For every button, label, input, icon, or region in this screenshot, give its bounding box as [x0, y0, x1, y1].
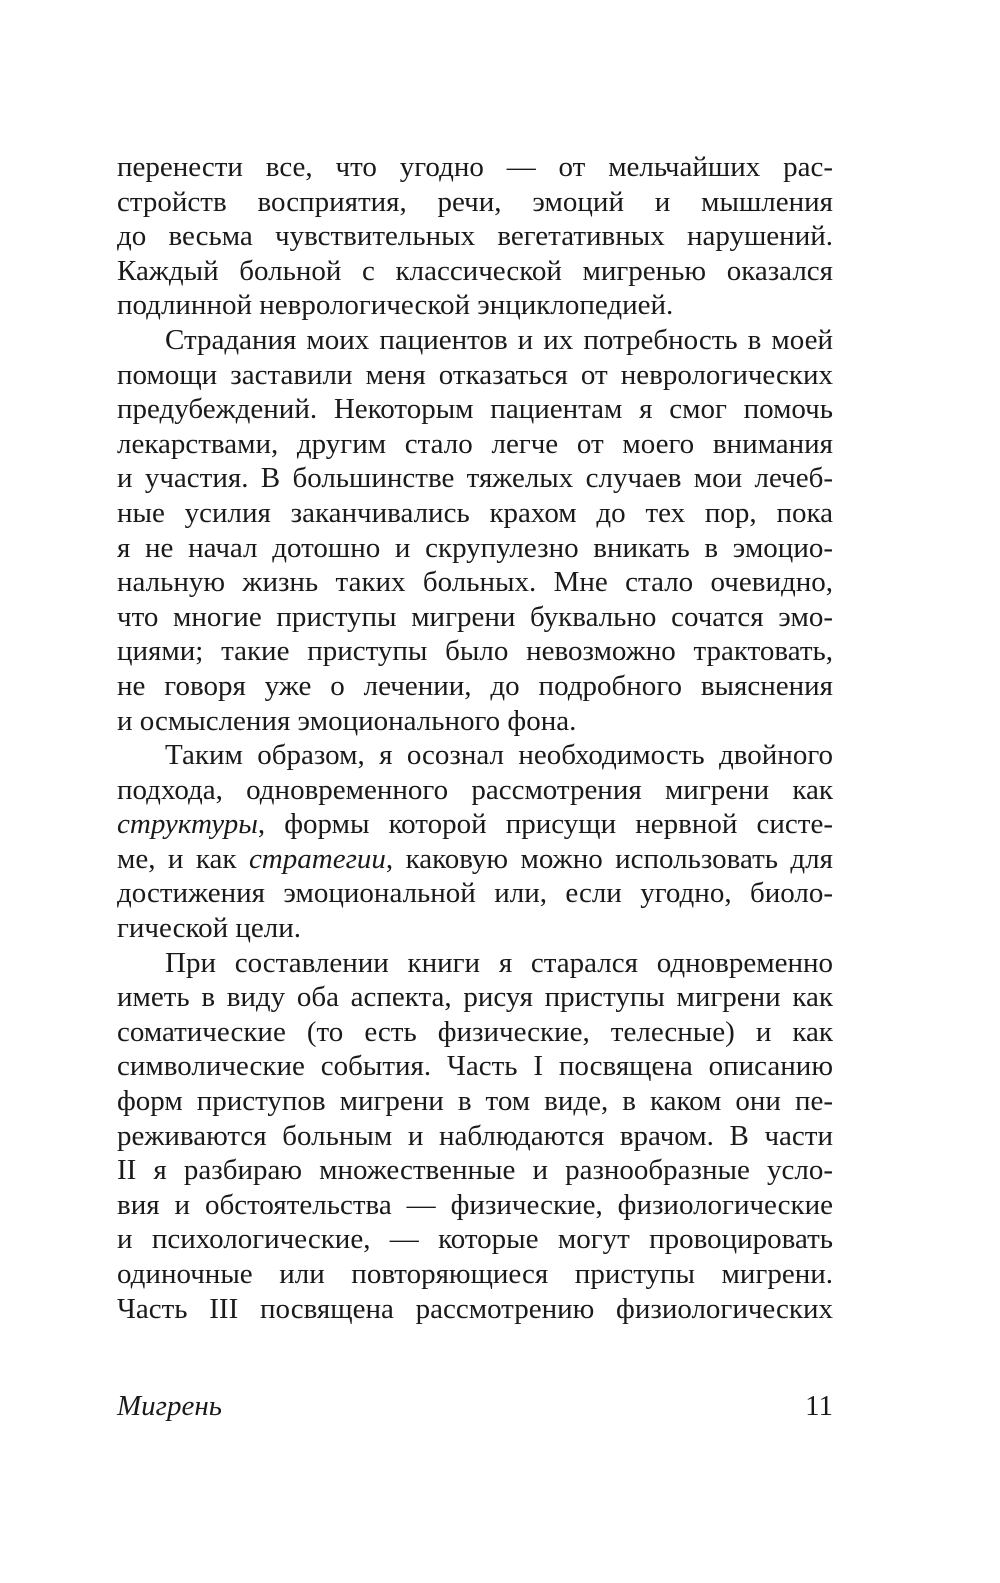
paragraph-first-line: При составлении книги я старался одновременно: [165, 946, 833, 979]
text-line: достижения эмоциональной или, если угодно, биоло-: [117, 877, 833, 910]
text-line: что многие приступы мигрени буквально сочатся эмо-: [117, 600, 833, 633]
paragraph-first-line: Страдания моих пациентов и их потребность в моей: [165, 323, 833, 356]
text-line: форм приступов мигрени в том виде, в каком они пе-: [117, 1085, 833, 1118]
text-line: реживаются больным и наблюдаются врачом. В части: [117, 1119, 833, 1152]
page-number: 11: [805, 1390, 833, 1422]
text-line: помощи заставили меня отказаться от неврологических: [117, 358, 833, 391]
line-text-before: ме, и как: [117, 842, 249, 875]
text-line: и психологические, — которые могут провоцировать: [117, 1223, 833, 1256]
text-line: не говоря уже о лечении, до подробного выяснения: [117, 669, 833, 702]
text-line: предубеждений. Некоторым пациентам я смог помочь: [117, 393, 833, 426]
text-line: подхода, одновременного рассмотрения мигрени как: [117, 773, 833, 806]
text-line: перенести все, что угодно — от мельчайших рас-: [117, 151, 833, 183]
text-line: циями; такие приступы было невозможно трактовать,: [117, 635, 833, 668]
text-line: и осмысления эмоционального фона.: [117, 704, 577, 737]
text-line: лекарствами, другим стало легче от моего внимания: [117, 427, 833, 460]
text-line-with-italic: [117, 842, 833, 877]
text-line: иметь в виду оба аспекта, рисуя приступы мигрени как: [117, 981, 833, 1014]
text-line: нальную жизнь таких больных. Мне стало очевидно,: [117, 566, 833, 599]
italic-term: структуры: [117, 808, 258, 841]
italic-term: стратегии: [248, 842, 386, 875]
text-line: подлинной неврологической энциклопедией.: [117, 289, 674, 322]
body-text: [117, 150, 833, 1326]
text-line: символические события. Часть I посвящена описанию: [117, 1050, 833, 1083]
text-line: стройств восприятия, речи, эмоций и мышления: [117, 185, 833, 218]
running-footer-title: Мигрень: [117, 1390, 222, 1422]
text-line: ные усилия заканчивались крахом до тех пор, пока: [117, 496, 833, 529]
text-line: одиночные или повторяющиеся приступы мигрени.: [117, 1258, 833, 1290]
text-line: и участия. В большинстве тяжелых случаев мои лечеб-: [117, 462, 833, 495]
line-text-after: , каковую можно использовать для: [385, 842, 833, 875]
text-line: я не начал дотошно и скрупулезно вникать в эмоцио-: [117, 531, 833, 564]
text-line: Каждый больной с классической мигренью оказался: [117, 254, 833, 287]
paragraph-first-line: Таким образом, я осознал необходимость двойного: [165, 739, 833, 772]
text-line-with-italic: [117, 807, 833, 842]
text-line: до весьма чувствительных вегетативных нарушений.: [117, 220, 833, 253]
line-text-after: , формы которой присущи нервной систе-: [257, 808, 833, 841]
text-line: соматические (то есть физические, телесные) и как: [117, 1015, 833, 1048]
text-line: вия и обстоятельства — физические, физиологические: [117, 1188, 833, 1221]
text-line: гической цели.: [117, 912, 301, 945]
text-line: Часть III посвящена рассмотрению физиологических: [117, 1292, 833, 1325]
text-line: II я разбираю множественные и разнообразные усло-: [117, 1154, 833, 1187]
